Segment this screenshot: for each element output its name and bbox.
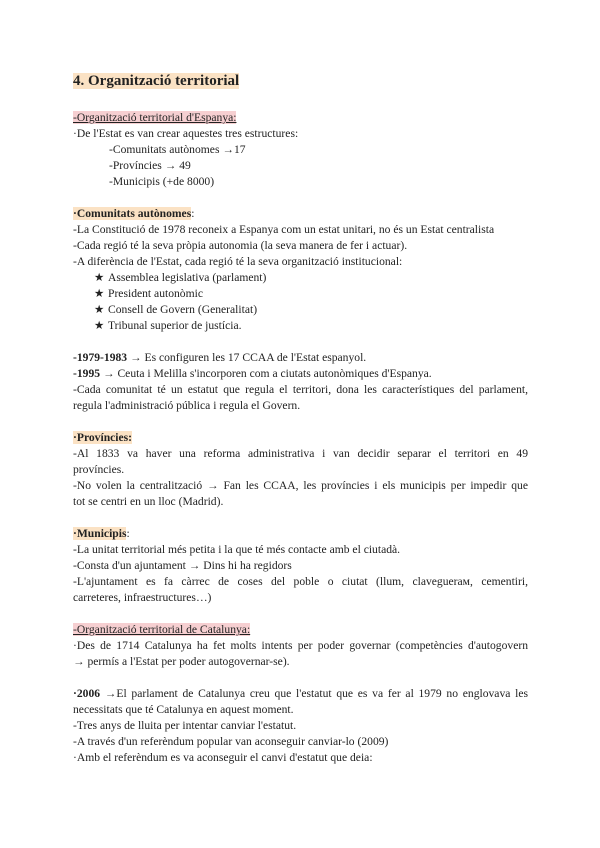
catalunya-text: →El parlament de Catalunya creu que l'estatut que es va fer al 1979 no englovava les <box>100 687 528 700</box>
ccaa-bullet <box>94 302 257 317</box>
catalunya-year: ·2006 <box>73 687 101 700</box>
history-year: -1995 <box>73 367 101 380</box>
catalunya-line: necessitats que té Catalunya en aquest moment. <box>73 703 294 716</box>
ccaa-bullet-text: Consell de Govern (Generalitat) <box>108 303 258 316</box>
catalunya-2006-line <box>73 686 528 701</box>
history-text: → Ceuta i Melilla s'incorporen com a ciutats autonòmiques d'Espanya. <box>100 367 432 380</box>
catalunya-line: → permís a l'Estat per poder autogovernar-se). <box>73 655 290 668</box>
page-title <box>73 74 239 89</box>
ccaa-bullet <box>94 286 203 301</box>
history-line-2 <box>73 366 432 381</box>
municipis-line: -La unitat territorial més petita i la que té més contacte amb el ciutadà. <box>73 543 401 556</box>
ccaa-line: -Cada regió té la seva pròpia autonomia (la seva manera de fer i actuar). <box>73 239 408 252</box>
spain-item: -Comunitats autònomes →17 <box>109 143 246 156</box>
ccaa-bullet <box>94 270 266 285</box>
provincies-line: -Al 1833 va haver una reforma administrativa i van decidir separar el territori en 49 <box>73 447 528 460</box>
provincies-line: províncies. <box>73 463 125 476</box>
provincies-line: -No volen la centralització → Fan les CCAA, les províncies i els municipis per impedir que <box>73 479 528 492</box>
ccaa-bullet <box>94 318 242 333</box>
municipis-heading-text: ·Municipis <box>73 527 127 540</box>
ccaa-line: -A diferència de l'Estat, cada regió té la seva organització institucional: <box>73 255 403 268</box>
history-line-1 <box>73 350 366 365</box>
catalunya-line: -A través d'un referèndum popular van aconseguir canviar-lo (2009) <box>73 735 389 748</box>
ccaa-bullet-text: President autonòmic <box>108 287 203 300</box>
catalunya-line: ·Des de 1714 Catalunya ha fet molts intents per poder governar (competències d'autogovern <box>73 639 528 652</box>
municipis-line: -L'ajuntament es fa càrrec de coses del poble o ciutat (llum, claveguerам, cementiri, <box>73 575 528 588</box>
ccaa-heading-colon: : <box>191 207 195 220</box>
section-heading-provincies <box>73 430 132 445</box>
spain-intro: ·De l'Estat es van crear aquestes tres estructures: <box>73 127 299 140</box>
spain-item: -Municipis (+de 8000) <box>109 175 215 188</box>
ccaa-bullet-text: Assemblea legislativa (parlament) <box>108 271 267 284</box>
section-heading-catalunya <box>73 622 250 637</box>
catalunya-heading-text: -Organització territorial de Catalunya: <box>73 623 251 636</box>
title-text: 4. Organització territorial <box>73 73 240 89</box>
history-year: -1979-1983 <box>73 351 128 364</box>
star-icon: ★ <box>94 319 105 332</box>
municipis-line: carreteres, infraestructures…) <box>73 591 212 604</box>
spain-item: -Províncies → 49 <box>109 159 191 172</box>
provincies-heading-text: ·Províncies: <box>73 431 133 444</box>
municipis-line: -Consta d'un ajuntament → Dins hi ha regidors <box>73 559 292 572</box>
section-heading-ccaa <box>73 206 194 221</box>
spain-heading-text: -Organització territorial d'Espanya: <box>73 111 237 124</box>
provincies-line: tot se centri en un lloc (Madrid). <box>73 495 224 508</box>
section-heading-spain <box>73 110 236 125</box>
section-heading-municipis <box>73 526 130 541</box>
catalunya-line: ·Amb el referèndum es va aconseguir el canvi d'estatut que deia: <box>73 751 373 764</box>
catalunya-line: -Tres anys de lluita per intentar canviar l'estatut. <box>73 719 297 732</box>
ccaa-line: -La Constitució de 1978 reconeix a Espanya com un estat unitari, no és un Estat centralista <box>73 223 495 236</box>
ccaa-bullet-text: Tribunal superior de justícia. <box>108 319 242 332</box>
star-icon: ★ <box>94 287 105 300</box>
ccaa-heading-text: ·Comunitats autònomes <box>73 207 192 220</box>
history-line-3b: regula l'administració pública i regula el Govern. <box>73 399 301 412</box>
star-icon: ★ <box>94 271 105 284</box>
star-icon: ★ <box>94 303 105 316</box>
history-line-3a: -Cada comunitat té un estatut que regula el territori, dona les característiques del parlament, <box>73 383 528 396</box>
history-text: → Es configuren les 17 CCAA de l'Estat espanyol. <box>127 351 367 364</box>
municipis-heading-colon: : <box>126 527 130 540</box>
